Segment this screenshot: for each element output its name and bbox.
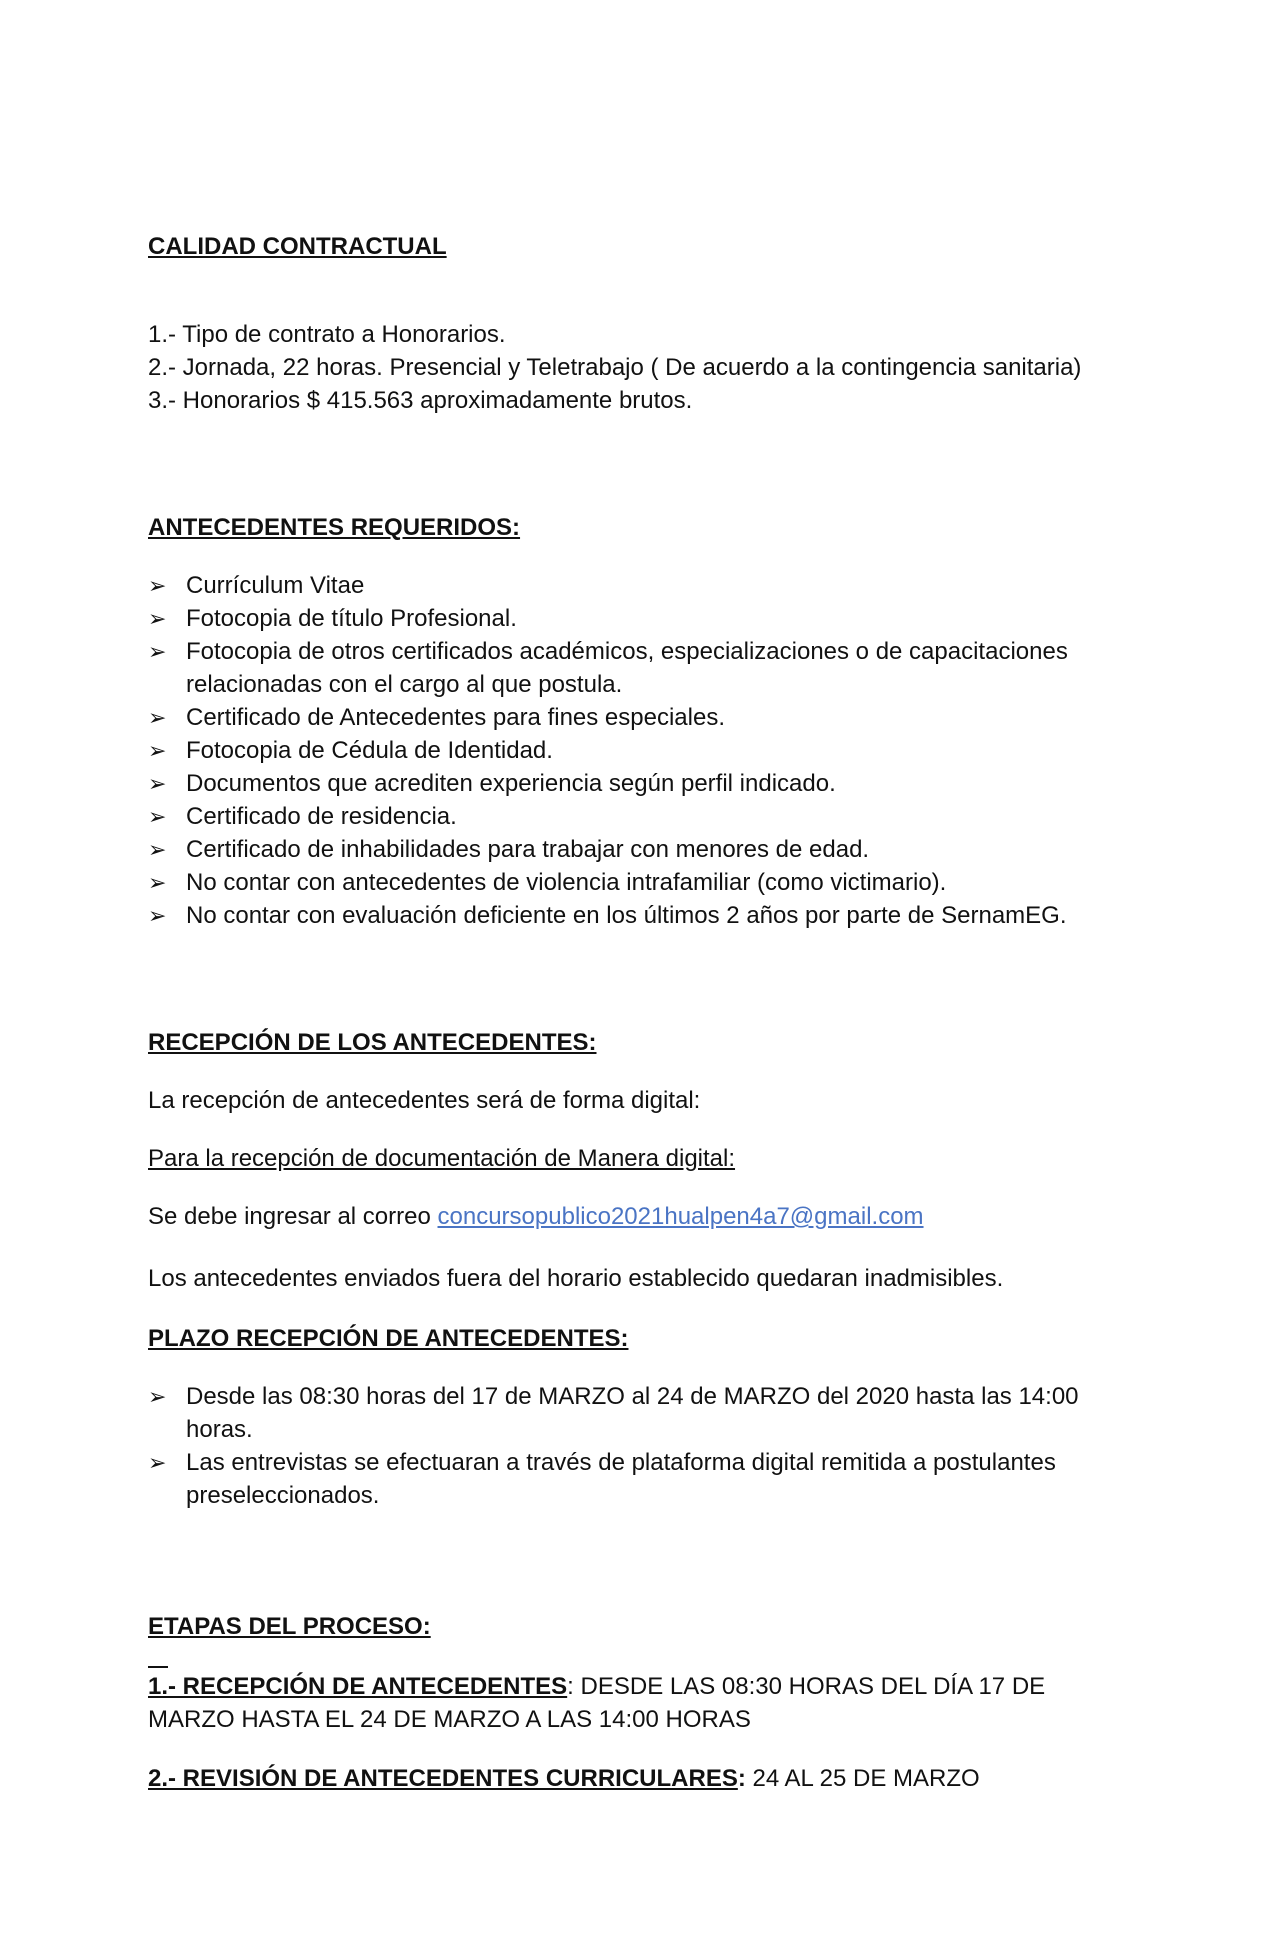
underline-stub xyxy=(148,1666,168,1668)
calidad-title: CALIDAD CONTRACTUAL xyxy=(148,233,447,260)
antecedentes-title: ANTECEDENTES REQUERIDOS: xyxy=(148,514,521,541)
calidad-item: 3.- Honorarios $ 415.563 aproximadamente brutos. xyxy=(148,387,693,414)
etapas-title: ETAPAS DEL PROCESO: xyxy=(148,1613,431,1640)
step-1-label: 1.- RECEPCIÓN DE ANTECEDENTES xyxy=(148,1673,568,1700)
arrow-bullet-icon: ➢ xyxy=(148,738,167,763)
recepcion-title: RECEPCIÓN DE LOS ANTECEDENTES: xyxy=(148,1029,597,1056)
list-item: ➢ Documentos que acrediten experiencia según perfil indicado. xyxy=(148,767,1108,800)
inadmisible-note: Los antecedentes enviados fuera del horario establecido quedaran inadmisibles. xyxy=(148,1265,1004,1292)
calidad-item: 1.- Tipo de contrato a Honorarios. xyxy=(148,321,506,348)
calidad-list xyxy=(148,318,1148,417)
step-2-colon: : xyxy=(737,1765,746,1792)
list-item: ➢ Fotocopia de otros certificados académicos, especializaciones o de capacitaciones relacionadas con el cargo al que postula. xyxy=(148,635,1108,701)
email-paragraph xyxy=(148,1200,1148,1233)
arrow-bullet-icon: ➢ xyxy=(148,903,167,928)
email-prefix: Se debe ingresar al correo xyxy=(148,1203,431,1230)
etapa-step-1 xyxy=(148,1670,1108,1736)
list-item: ➢ No contar con antecedentes de violencia intrafamiliar (como victimario). xyxy=(148,866,1108,899)
list-item: ➢ Fotocopia de título Profesional. xyxy=(148,602,1108,635)
list-item: ➢ Las entrevistas se efectuaran a través de plataforma digital remitida a postulantes preseleccionados. xyxy=(148,1446,1133,1512)
arrow-bullet-icon: ➢ xyxy=(148,606,167,631)
list-item: ➢ Certificado de Antecedentes para fines especiales. xyxy=(148,701,1108,734)
email-link[interactable]: concursopublico2021hualpen4a7@gmail.com xyxy=(437,1203,924,1230)
list-item: ➢ Currículum Vitae xyxy=(148,569,1108,602)
step-2-text: 24 AL 25 DE MARZO xyxy=(745,1765,980,1792)
antecedentes-list xyxy=(148,569,1108,932)
arrow-bullet-icon: ➢ xyxy=(148,804,167,829)
arrow-bullet-icon: ➢ xyxy=(148,639,167,664)
arrow-bullet-icon: ➢ xyxy=(148,870,167,895)
recepcion-paragraph: La recepción de antecedentes será de forma digital: xyxy=(148,1087,701,1114)
recepcion-subtitle: Para la recepción de documentación de Manera digital: xyxy=(148,1145,736,1172)
list-item: ➢ Certificado de residencia. xyxy=(148,800,1108,833)
arrow-bullet-icon: ➢ xyxy=(148,705,167,730)
step-2-label: 2.- REVISIÓN DE ANTECEDENTES CURRICULARES xyxy=(148,1765,738,1792)
plazo-title: PLAZO RECEPCIÓN DE ANTECEDENTES: xyxy=(148,1325,629,1352)
list-item: ➢ Certificado de inhabilidades para trabajar con menores de edad. xyxy=(148,833,1108,866)
arrow-bullet-icon: ➢ xyxy=(148,1450,167,1475)
calidad-item: 2.- Jornada, 22 horas. Presencial y Teletrabajo ( De acuerdo a la contingencia sanitaria) xyxy=(148,354,1082,381)
list-item: ➢ Fotocopia de Cédula de Identidad. xyxy=(148,734,1108,767)
list-item: ➢ Desde las 08:30 horas del 17 de MARZO al 24 de MARZO del 2020 hasta las 14:00 horas. xyxy=(148,1380,1133,1446)
step-1-text: : DESDE LAS 08:30 HORAS DEL DÍA 17 DE MARZO HASTA EL 24 DE MARZO A LAS 14:00 HORAS xyxy=(148,1673,1046,1733)
arrow-bullet-icon: ➢ xyxy=(148,771,167,796)
plazo-list xyxy=(148,1380,1133,1512)
list-item: ➢ No contar con evaluación deficiente en los últimos 2 años por parte de SernamEG. xyxy=(148,899,1108,932)
arrow-bullet-icon: ➢ xyxy=(148,573,167,598)
etapa-step-2 xyxy=(148,1762,1148,1795)
arrow-bullet-icon: ➢ xyxy=(148,1384,167,1409)
arrow-bullet-icon: ➢ xyxy=(148,837,167,862)
